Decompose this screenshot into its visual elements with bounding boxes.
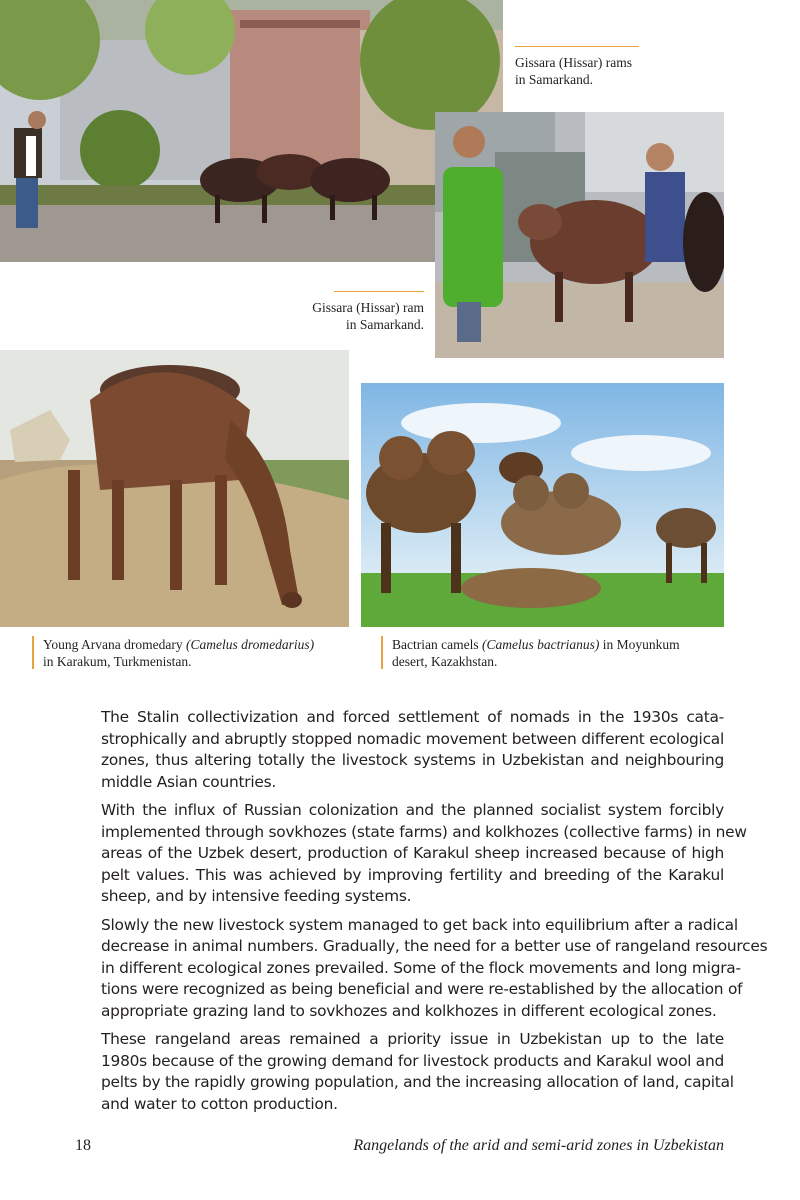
paragraph-1	[75, 707, 724, 793]
p1-line: strophically and abruptly stopped nomadic movement between different ecological	[101, 729, 724, 748]
caption-bactrian-line1	[392, 636, 680, 653]
caption-dromedary-species: (Camelus dromedarius)	[185, 637, 315, 652]
caption-bar-dromedary	[32, 636, 34, 669]
p4-line: and water to cotton production.	[101, 1094, 338, 1113]
caption-dromedary-text: Young Arvana dromedary	[43, 637, 186, 652]
p3-line: in different ecological zones prevailed. Some of the flock movements and long migra-	[101, 958, 741, 977]
paragraph-4	[75, 1029, 734, 1115]
p2-line: With the influx of Russian colonization and the planned socialist system forcibly	[101, 801, 724, 819]
caption-ram-with-children	[286, 299, 424, 333]
p2-line: areas of the Uzbek desert, production of Karakul sheep increased because of high	[101, 844, 724, 862]
photo-ram-with-children	[435, 112, 724, 358]
article-body	[75, 707, 768, 1122]
p4-line: These rangeland areas remained a priority issue in Uzbekistan up to the late	[101, 1030, 724, 1048]
p2-line: sheep, and by intensive feeding systems.	[101, 887, 412, 905]
photo-rams-street	[0, 0, 503, 262]
p4-line: pelts by the rapidly growing population, and the increasing allocation of land, capital	[101, 1073, 734, 1091]
p3-line: appropriate grazing land to sovkhozes and kolkhozes in different ecological zones.	[101, 1001, 717, 1020]
p3-line: Slowly the new livestock system managed to get back into equilibrium after a radical	[101, 915, 738, 934]
caption-rams-street	[515, 54, 632, 88]
photo-bactrian-camels	[361, 383, 724, 627]
p4-line: 1980s because of the growing demand for livestock products and Karakul wool and	[101, 1051, 724, 1070]
caption-bactrian-text: Bactrian camels	[392, 637, 482, 652]
caption-ram-with-children-line1: Gissara (Hissar) ram	[312, 300, 424, 315]
running-title: Rangelands of the arid and semi-arid zones in Uzbekistan	[353, 1137, 724, 1154]
p2-line: implemented through sovkhozes (state farms) and kolkhozes (collective farms) in new	[101, 822, 747, 841]
p2-line: pelt values. This was achieved by improving fertility and breeding of the Karakul	[101, 865, 724, 884]
caption-rams-street-line1: Gissara (Hissar) rams	[515, 55, 632, 70]
paragraph-2	[75, 800, 747, 908]
p1-line: The Stalin collectivization and forced settlement of nomads in the 1930s cata-	[101, 708, 724, 726]
caption-rule-rams-street	[515, 46, 639, 47]
caption-arvana-dromedary	[43, 636, 314, 670]
p3-line: decrease in animal numbers. Gradually, the need for a better use of rangeland resources	[101, 937, 768, 955]
caption-ram-with-children-line2: in Samarkand.	[346, 317, 424, 332]
caption-bactrian-line2: desert, Kazakhstan.	[392, 654, 498, 669]
photo-arvana-dromedary	[0, 350, 349, 627]
caption-dromedary-line2: in Karakum, Turkmenistan.	[43, 654, 192, 669]
p1-line: middle Asian countries.	[101, 772, 276, 791]
p3-line: tions were recognized as being beneficial and were re-established by the allocation of	[101, 980, 743, 998]
caption-bar-bactrian	[381, 636, 383, 669]
caption-rule-ram-kids	[334, 291, 424, 292]
paragraph-3	[75, 915, 768, 1023]
caption-bactrian-species: (Camelus bactrianus)	[481, 637, 600, 652]
page-number: 18	[75, 1137, 91, 1154]
caption-bactrian-camels	[392, 636, 680, 670]
caption-rams-street-line2: in Samarkand.	[515, 72, 593, 87]
caption-dromedary-line1	[43, 636, 314, 653]
caption-bactrian-location: in Moyunkum	[599, 637, 680, 652]
p1-line: zones, thus altering totally the livestock systems in Uzbekistan and neighbouring	[101, 751, 724, 769]
